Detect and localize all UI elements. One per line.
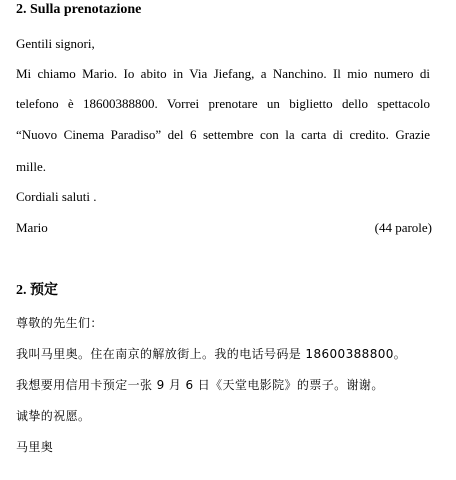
italian-greeting: Gentili signori, — [16, 36, 95, 51]
italian-body-line-1: Mi chiamo Mario. Io abito in Via Jiefang, a Nanchino. Il mio numero di — [16, 66, 430, 81]
italian-body-line-2: telefono è 18600388800. Vorrei prenotare un biglietto dello spettacolo — [16, 96, 430, 111]
italian-word-count: (44 parole) — [374, 220, 432, 235]
chinese-closing: 诚挚的祝愿。 — [16, 409, 91, 423]
chinese-heading: 2. 预定 — [16, 283, 58, 298]
italian-signature: Mario — [16, 220, 48, 235]
italian-heading: 2. Sulla prenotazione — [16, 2, 142, 17]
chinese-body-line-2: 我想要用信用卡预定一张 9 月 6 日《天堂电影院》的票子。谢谢。 — [16, 378, 384, 392]
italian-body-line-3: “Nuovo Cinema Paradiso” del 6 settembre con la carta di credito. Grazie — [16, 127, 430, 142]
chinese-body-line-1: 我叫马里奥。住在南京的解放街上。我的电话号码是 18600388800。 — [16, 347, 407, 361]
chinese-greeting: 尊敬的先生们： — [16, 316, 103, 330]
chinese-signature: 马里奥 — [16, 440, 54, 454]
italian-closing: Cordiali saluti . — [16, 189, 97, 204]
italian-body-line-4: mille. — [16, 159, 46, 174]
